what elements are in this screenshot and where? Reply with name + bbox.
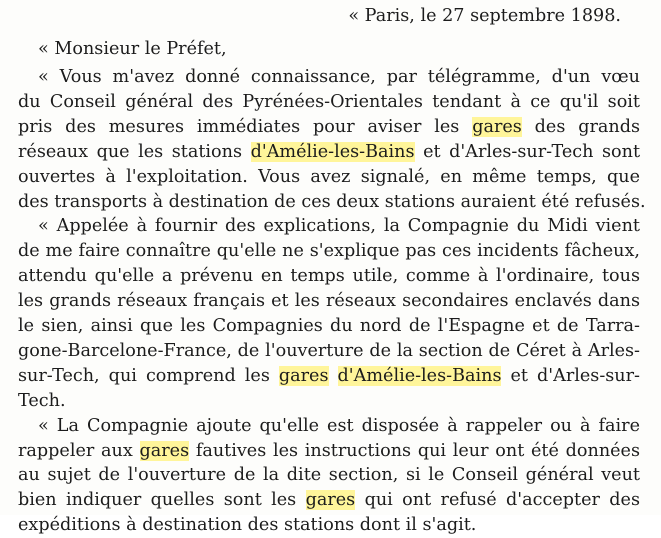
text-line <box>38 413 640 439</box>
text-line <box>18 238 640 264</box>
text-line <box>18 363 640 389</box>
text-line <box>18 139 640 165</box>
highlighted-term: gares <box>139 440 190 461</box>
text-segment: le sien, ainsi que les Compagnies du nord de l'Espagne et de Tarra- <box>18 316 640 336</box>
text-segment: bien indiquer quelles sont les <box>18 490 306 511</box>
text-segment: Tech. <box>18 390 66 411</box>
text-line <box>18 487 640 513</box>
highlighted-term: d'Amélie-les-Bains <box>250 141 415 162</box>
text-segment: gone-Barcelone-France, de l'ouverture de la section de Céret à Arles- <box>18 340 640 361</box>
text-segment <box>329 366 338 386</box>
text-segment: des grands <box>521 116 640 137</box>
highlighted-term: gares <box>278 365 329 386</box>
text-segment: « Vous m'avez donné connaissance, par télégramme, d'un vœu <box>38 67 640 87</box>
text-line <box>18 388 640 414</box>
text-segment: du Conseil général des Pyrénées-Orientales tendant à ce qu'il soit <box>18 91 640 112</box>
text-segment: expéditions à destination des stations dont il s'agit. <box>18 515 477 536</box>
dateline: « Paris, le 27 septembre 1898. <box>348 6 621 26</box>
text-line <box>18 462 640 488</box>
highlighted-term: gares <box>305 490 356 511</box>
text-line <box>38 213 640 239</box>
text-segment: attendu qu'elle a prévenu en temps utile, comme à l'ordinaire, tous <box>18 266 640 287</box>
text-segment: « La Compagnie ajoute qu'elle est disposée à rappeler ou à faire <box>38 415 640 436</box>
text-line <box>38 64 640 90</box>
text-line <box>18 164 640 190</box>
text-segment: et d'Arles-sur- <box>501 365 640 386</box>
text-segment: les grands réseaux français et les réseaux secondaires enclavés dans <box>18 291 640 312</box>
text-segment: « Appelée à fournir des explications, la Compagnie du Midi vient <box>38 216 640 237</box>
text-line <box>18 89 640 115</box>
text-line <box>18 189 646 215</box>
text-segment: réseaux que les stations <box>18 141 251 162</box>
text-line <box>18 288 640 314</box>
text-segment: ouvertes à l'exploitation. Vous avez signalé, en même temps, que <box>18 166 640 187</box>
text-line <box>18 263 640 289</box>
text-line <box>18 114 640 140</box>
text-line <box>18 338 640 364</box>
text-segment: des transports à destination de ces deux stations auraient été refusés. <box>18 191 646 212</box>
text-segment: au sujet de l'ouverture de la dite section, si le Conseil général veut <box>18 465 640 486</box>
text-segment: pris des mesures immédiates pour aviser les <box>18 116 473 137</box>
highlighted-term: d'Amélie-les-Bains <box>337 365 502 386</box>
text-segment: de me faire connaître qu'elle ne s'explique pas ces incidents fâcheux, <box>18 241 640 262</box>
text-line <box>18 512 640 538</box>
text-segment: et d'Arles-sur-Tech sont <box>414 141 641 162</box>
text-segment: fautives les instructions qui leur ont été données <box>189 440 640 461</box>
text-segment: qui ont refusé d'accepter des <box>355 490 640 511</box>
highlighted-term: gares <box>472 116 522 137</box>
text-segment: sur-Tech, qui comprend les <box>18 365 279 386</box>
text-line <box>18 313 640 339</box>
salutation: « Monsieur le Préfet, <box>38 39 227 59</box>
text-segment: rappeler aux <box>18 440 140 461</box>
text-line <box>18 438 640 464</box>
